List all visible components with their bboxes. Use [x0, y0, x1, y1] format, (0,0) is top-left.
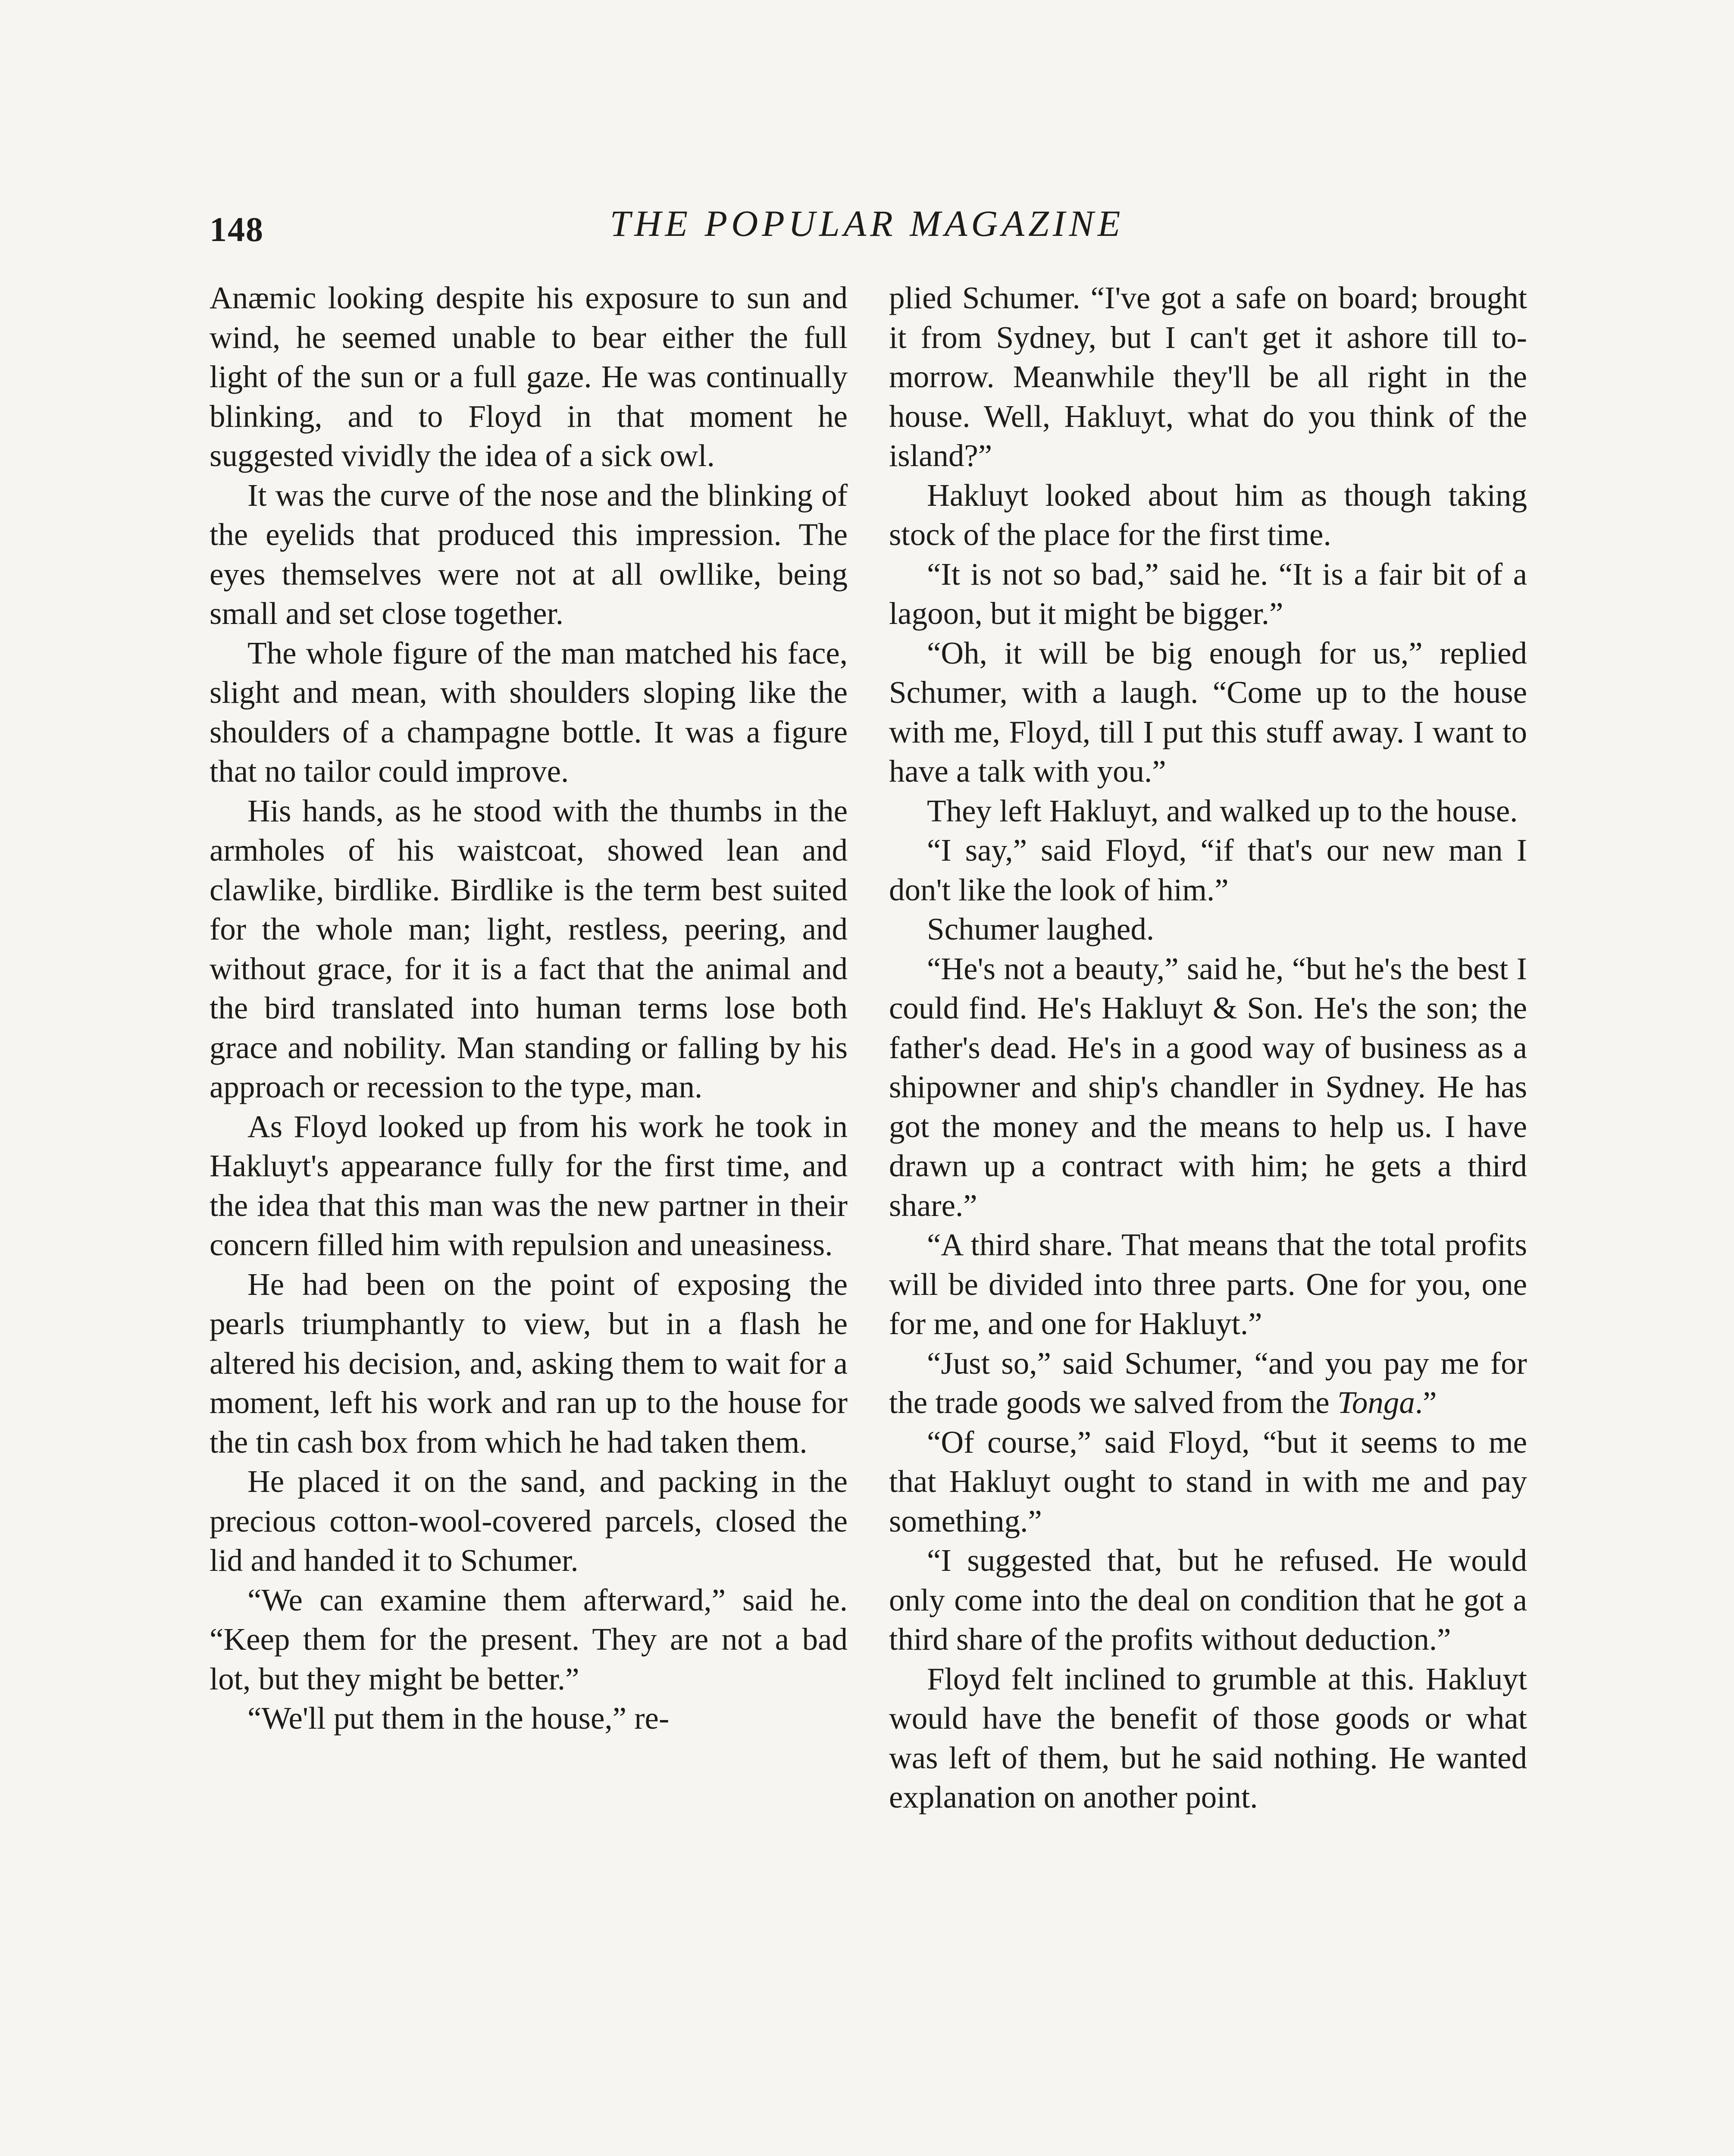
- paragraph: His hands, as he stood with the thumbs in the armholes of his waistcoat, showed lean and clawlike, birdlike. Birdlike is the term best suited for the whole man; light, restless, peering, and without grace, for it is a fact that the animal and the bird translated into human terms lose both grace and nobility. Man standing or falling by his approach or recession to the type, man.: [210, 793, 848, 1104]
- paragraph: [889, 1344, 1527, 1423]
- paragraph-text: .”: [1415, 1385, 1437, 1420]
- paragraph: Anæmic looking despite his exposure to sun and wind, he seemed unable to bear either the full light of the sun or a full gaze. He was continually blinking, and to Floyd in that moment he suggested vividly the idea of a sick owl.: [210, 280, 848, 473]
- paragraph: Floyd felt inclined to grumble at this. Hakluyt would have the benefit of those goods or what was left of them, but he said nothing. He wanted explanation on another point.: [889, 1661, 1527, 1814]
- paragraph: “A third share. That means that the total profits will be divided into three parts. One for you, one for me, and one for Hakluyt.”: [889, 1227, 1527, 1341]
- paragraph: “We'll put them in the house,” re-: [247, 1701, 670, 1736]
- paragraph: “I say,” said Floyd, “if that's our new man I don't like the look of him.”: [889, 833, 1527, 907]
- paragraph: “We can examine them afterward,” said he. “Keep them for the present. They are not a bad lot, but they might be better.”: [210, 1582, 848, 1696]
- paragraph: “Oh, it will be big enough for us,” replied Schumer, with a laugh. “Come up to the house with me, Floyd, till I put this stuff away. I want to have a talk with you.”: [889, 635, 1527, 789]
- paragraph: “Of course,” said Floyd, “but it seems to me that Hakluyt ought to stand in with me and pay something.”: [889, 1424, 1527, 1539]
- paragraph-text: “Just so,” said Schumer, “and you pay me for the trade goods we salved from the: [889, 1345, 1527, 1420]
- right-column: [889, 278, 1527, 1817]
- paragraph: Schumer laughed.: [927, 912, 1155, 946]
- paragraph: Hakluyt looked about him as though taking stock of the place for the first time.: [889, 477, 1527, 552]
- paragraph: plied Schumer. “I've got a safe on board; brought it from Sydney, but I can't get it ashore till to-morrow. Meanwhile they'll be all right in the house. Well, Hakluyt, what do you think of the island?”: [889, 280, 1527, 473]
- magazine-title: THE POPULAR MAGAZINE: [610, 203, 1124, 244]
- paragraph: The whole figure of the man matched his face, slight and mean, with shoulders sloping like the shoulders of a champagne bottle. It was a figure that no tailor could improve.: [210, 635, 848, 789]
- paragraph: As Floyd looked up from his work he took in Hakluyt's appearance fully for the first time, and the idea that this man was the new partner in their concern filled him with repulsion and uneasiness.: [210, 1109, 848, 1262]
- paragraph: “He's not a beauty,” said he, “but he's the best I could find. He's Hakluyt & Son. He's the son; the father's dead. He's in a good way of business as a shipowner and ship's chandler in Sydney. He has got the money and the means to help us. I have drawn up a contract with him; he gets a third share.”: [889, 951, 1527, 1223]
- paragraph: He placed it on the sand, and packing in the precious cotton-wool-covered parcels, closed the lid and handed it to Schumer.: [210, 1464, 848, 1578]
- paragraph: It was the curve of the nose and the blinking of the eyelids that produced this impression. The eyes themselves were not at all owllike, being small and set close together.: [210, 477, 848, 631]
- ship-name: Tonga: [1337, 1385, 1415, 1420]
- paragraph: They left Hakluyt, and walked up to the house.: [927, 793, 1518, 828]
- running-head: [210, 202, 1524, 254]
- paragraph: He had been on the point of exposing the pearls triumphantly to view, but in a flash he altered his decision, and, asking them to wait for a moment, left his work and ran up to the house for the tin cash box from which he had taken them.: [210, 1266, 848, 1460]
- paragraph: “It is not so bad,” said he. “It is a fair bit of a lagoon, but it might be bigger.”: [889, 556, 1527, 631]
- left-column: [210, 278, 848, 1738]
- paragraph: “I suggested that, but he refused. He would only come into the deal on condition that he got a third share of the profits without deduction.”: [889, 1543, 1527, 1657]
- page-number: 148: [210, 211, 264, 249]
